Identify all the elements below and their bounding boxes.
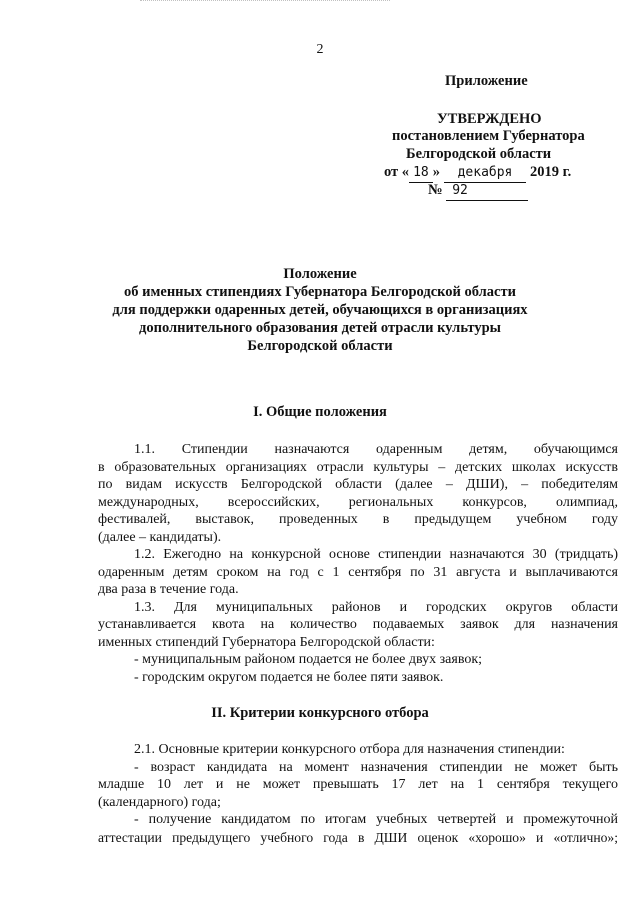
title-line: для поддержки одаренных детей, обучающихся в организациях — [112, 302, 528, 318]
decree-number — [428, 181, 528, 201]
paragraph-line: младше 10 лет и не может превышать 17 лет на 1 сентября текущего — [98, 777, 618, 792]
document-title — [0, 265, 640, 355]
section-heading: I. Общие положения — [253, 404, 387, 420]
paragraph-line: 1.3. Для муниципальных районов и городских округов области — [134, 599, 618, 615]
list-item: - муниципальным районом подается не более двух заявок; — [134, 652, 483, 667]
date-prefix: от « — [384, 164, 410, 180]
title-line: Белгородской области — [247, 338, 393, 354]
paragraph-line: одаренным детям сроком на год с 1 сентября по 31 августа и выплачиваются — [98, 564, 618, 580]
date-day: 18 — [409, 163, 433, 183]
title-line: дополнительного образования детей отрасли культуры — [139, 320, 501, 336]
scan-artifact — [140, 0, 390, 5]
paragraph-line: (далее – кандидаты). — [98, 529, 222, 545]
decree-date — [384, 163, 571, 183]
paragraph-line: два раза в течение года. — [98, 582, 239, 597]
region-label: Белгородской области — [406, 146, 552, 162]
paragraph-line: аттестации предыдущего учебного года в ДШИ оценок «хорошо» и «отлично»; — [98, 829, 618, 845]
paragraph-line: 1.1. Стипендии назначаются одаренным детям, обучающимся — [134, 442, 618, 457]
paragraph-line: устанавливается квота на количество подаваемых заявок для назначения — [98, 617, 618, 632]
paragraph-line: фестивалей, выставок, проведенных в предыдущем учебном году — [98, 512, 618, 527]
date-year: 2019 г. — [530, 164, 572, 180]
approved-label: УТВЕРЖДЕНО — [437, 111, 542, 127]
title-line: Положение — [283, 266, 357, 282]
section-heading: II. Критерии конкурсного отбора — [211, 705, 429, 721]
section1-body — [98, 441, 618, 686]
paragraph-line: по видам искусств Белгородской области (далее – ДШИ), – победителям — [98, 477, 618, 492]
number-prefix: № — [428, 182, 443, 198]
paragraph-line: 2.1. Основные критерии конкурсного отбора для назначения стипендии: — [134, 742, 565, 757]
date-mid: » — [432, 164, 440, 180]
date-month: декабря — [444, 163, 527, 183]
paragraph-line: в образовательных организациях отрасли культуры – детских школах искусств — [98, 459, 618, 475]
decree-label: постановлением Губернатора — [392, 128, 585, 144]
title-line: об именных стипендиях Губернатора Белгородской области — [124, 284, 516, 300]
number-value: 92 — [446, 181, 528, 201]
paragraph-line: (календарного) года; — [98, 794, 221, 810]
paragraph-line: именных стипендий Губернатора Белгородской области: — [98, 634, 435, 650]
paragraph-line: - получение кандидатом по итогам учебных четвертей и промежуточной — [134, 812, 618, 827]
paragraph-line: - возраст кандидата на момент назначения стипендии не может быть — [134, 759, 618, 775]
section2-body — [98, 741, 618, 846]
paragraph-line: международных, всероссийских, региональных конкурсов, олимпиад, — [98, 494, 618, 510]
paragraph-line: 1.2. Ежегодно на конкурсной основе стипендии назначаются 30 (тридцать) — [134, 547, 618, 562]
appendix-label: Приложение — [445, 73, 528, 89]
list-item: - городским округом подается не более пяти заявок. — [134, 669, 444, 685]
page-number: 2 — [316, 42, 324, 57]
